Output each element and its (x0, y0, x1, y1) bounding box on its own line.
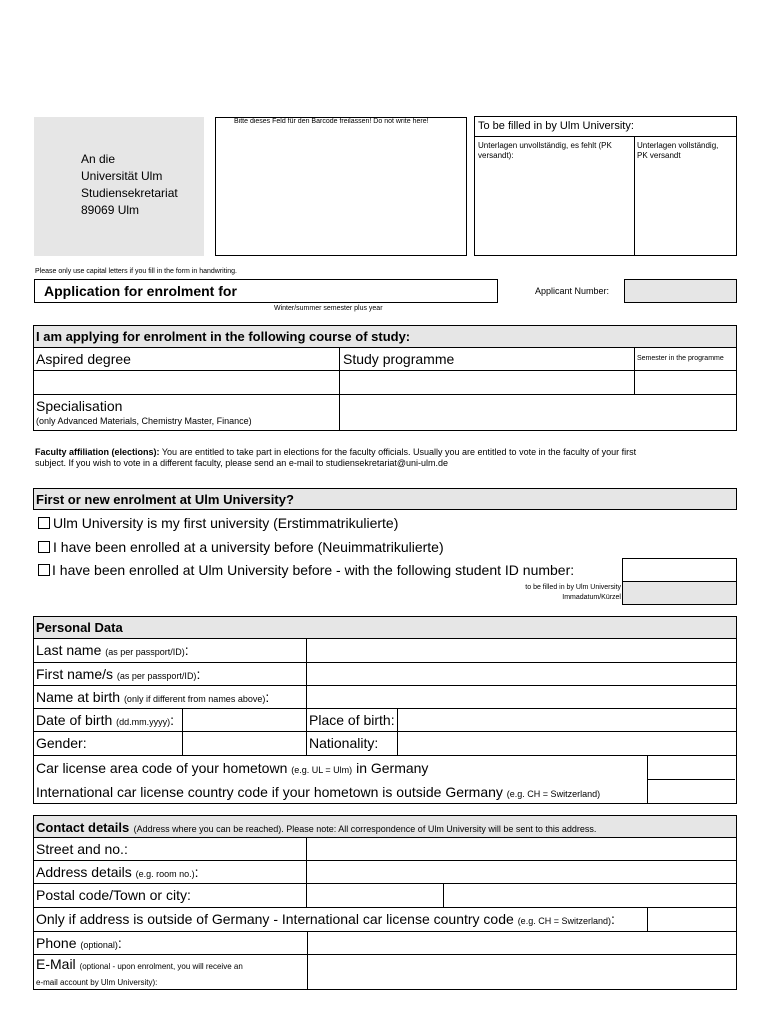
first-name-input[interactable] (307, 663, 735, 685)
enrolled-before-checkbox[interactable] (38, 541, 50, 553)
intl-address-input[interactable] (647, 908, 735, 931)
semester-programme-label: Semester in the programme (637, 355, 724, 362)
address-line-1: An die (81, 152, 116, 166)
street-label: Street and no.: (36, 841, 128, 857)
town-input[interactable] (443, 884, 735, 907)
nationality-input[interactable] (398, 732, 735, 755)
option-enrolled-ulm: I have been enrolled at Ulm University before - with the following student ID number: (52, 562, 575, 578)
option-enrolled-before: I have been enrolled at a university before (Neuimmatrikulierte) (53, 539, 444, 555)
course-header: I am applying for enrolment in the following course of study: (36, 329, 411, 344)
semester-programme-input[interactable] (635, 371, 735, 394)
last-name-label: Last name (as per passport/ID): (36, 642, 189, 658)
divider (634, 137, 635, 255)
faculty-label: Faculty affiliation (elections): (35, 447, 160, 457)
address-details-input[interactable] (307, 861, 735, 883)
address-details-label: Address details (e.g. room no.): (36, 864, 199, 880)
barcode-box (215, 117, 467, 256)
birth-name-input[interactable] (307, 686, 735, 708)
intl-code-label: International car license country code if your hometown is outside Germany (e.g. CH = Switzerland) (36, 784, 601, 800)
nationality-label: Nationality: (309, 735, 379, 751)
intl-address-label: Only if address is outside of Germany - International car license country code (e.g. CH = Switzerland): (36, 911, 615, 927)
immadatum-field (622, 581, 737, 605)
application-title-box (34, 279, 498, 303)
contact-table (33, 815, 737, 990)
specialisation-label: Specialisation (36, 398, 123, 414)
intl-code-input[interactable] (647, 780, 735, 803)
specialisation-input[interactable] (341, 396, 735, 430)
faculty-text-1: You are entitled to take part in elections for the faculty officials. Usually you are entitled to vote in the faculty of your first (161, 447, 637, 457)
first-university-checkbox[interactable] (38, 517, 50, 529)
place-of-birth-label: Place of birth: (309, 712, 395, 728)
birth-name-label: Name at birth (only if different from names above): (36, 689, 270, 705)
postal-code-input[interactable] (307, 884, 441, 907)
phone-label: Phone (optional): (36, 935, 122, 951)
semester-input[interactable] (265, 282, 493, 300)
first-name-label: First name/s (as per passport/ID): (36, 666, 201, 682)
incomplete-note: Unterlagen unvollständig, es fehlt (PK versandt): (478, 141, 612, 160)
enrolment-header-text: First or new enrolment at Ulm University? (36, 492, 294, 507)
study-programme-input[interactable] (341, 371, 634, 394)
faculty-affiliation (35, 447, 636, 469)
semester-hint: Winter/summer semester plus year (274, 305, 383, 312)
course-table (33, 325, 737, 431)
place-of-birth-input[interactable] (398, 709, 735, 731)
gender-input[interactable] (183, 732, 305, 755)
student-id-input[interactable] (622, 558, 737, 582)
enrolment-header (33, 488, 737, 510)
university-box-title: To be filled in by Ulm University: (478, 120, 634, 132)
address-line-4: 89069 Ulm (81, 203, 140, 217)
email-label: E-Mail (optional - upon enrolment, you will receive an e-mail account by Ulm University): (36, 956, 243, 987)
postal-label: Postal code/Town or city: (36, 887, 191, 903)
enrolled-ulm-checkbox[interactable] (38, 564, 50, 576)
option-first-university: Ulm University is my first university (Erstimmatrikulierte) (53, 515, 399, 531)
phone-input[interactable] (307, 932, 735, 954)
street-input[interactable] (307, 838, 735, 860)
car-code-input[interactable] (647, 756, 735, 780)
address-text (81, 151, 178, 219)
car-code-label: Car license area code of your hometown (e.g. UL = Ulm) in Germany (36, 760, 429, 776)
complete-note: Unterlagen vollständig, PK versandt (637, 141, 719, 160)
application-title: Application for enrolment for (44, 283, 237, 299)
capital-letters-note: Please only use capital letters if you fill in the form in handwriting. (35, 268, 237, 275)
barcode-note: Bitte dieses Feld für den Barcode freilassen! Do not write here! (234, 118, 429, 125)
address-line-2: Universität Ulm (81, 169, 163, 183)
gender-label: Gender: (36, 735, 87, 751)
aspired-degree-label: Aspired degree (36, 351, 131, 367)
university-fill-note: to be filled in by Ulm University Immadatum/Kürzel (525, 584, 621, 601)
address-line-3: Studiensekretariat (81, 186, 178, 200)
personal-data-table (33, 616, 737, 804)
study-programme-label: Study programme (343, 351, 455, 367)
contact-header: Contact details (Address where you can be reached). Please note: All correspondence of Ulm University will be sent to this address. (36, 820, 597, 835)
aspired-degree-input[interactable] (34, 371, 339, 394)
personal-header: Personal Data (36, 620, 123, 635)
dob-input[interactable] (183, 709, 305, 731)
last-name-input[interactable] (307, 639, 735, 662)
address-box (34, 117, 204, 256)
university-box (474, 116, 737, 256)
email-input[interactable] (307, 955, 735, 989)
applicant-number-field (624, 279, 737, 303)
faculty-text-2: subject. If you wish to vote in a different faculty, please send an e-mail to studiensekretariat@uni-ulm.de (35, 458, 449, 468)
dob-label: Date of birth (dd.mm.yyyy): (36, 712, 175, 728)
specialisation-note: (only Advanced Materials, Chemistry Master, Finance) (36, 416, 252, 426)
applicant-number-label: Applicant Number: (535, 286, 610, 296)
